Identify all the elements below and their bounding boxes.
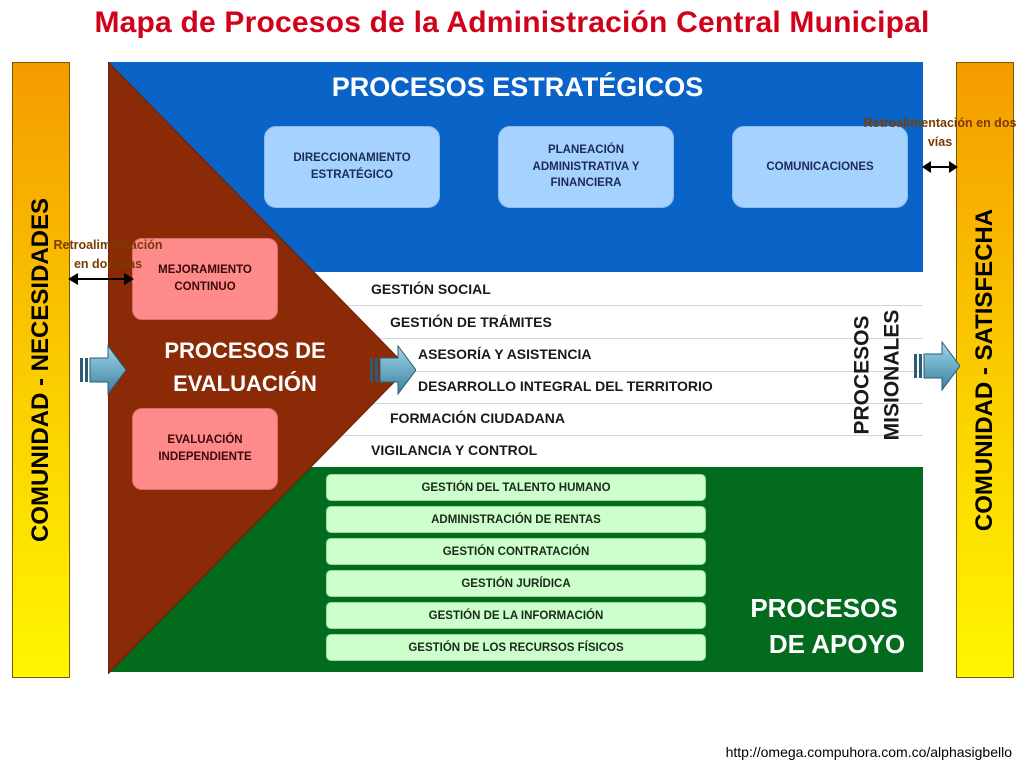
double-arrow-right	[922, 160, 958, 174]
feedback-note-left: Retroalimentación en dos vías	[53, 238, 163, 271]
page-title: Mapa de Procesos de la Administración Central Municipal	[94, 6, 930, 39]
left-community-bar	[12, 62, 70, 678]
missional-item-desarrollo: DESARROLLO INTEGRAL DEL TERRITORIO	[418, 378, 713, 394]
strategic-box-direccionamiento: DIRECCIONAMIENTO ESTRATÉGICO	[264, 126, 440, 208]
evaluation-title-line2: EVALUACIÓN	[173, 371, 317, 396]
support-title	[742, 590, 932, 663]
support-item-juridica: GESTIÓN JURÍDICA	[326, 570, 706, 597]
support-item-contratacion: GESTIÓN CONTRATACIÓN	[326, 538, 706, 565]
missional-item-asesoria: ASESORÍA Y ASISTENCIA	[418, 346, 592, 362]
support-item-rentas: ADMINISTRACIÓN DE RENTAS	[326, 506, 706, 533]
right-community-bar	[956, 62, 1014, 678]
right-community-label: COMUNIDAD - SATISFECHA	[971, 208, 998, 532]
missional-item-formacion: FORMACIÓN CIUDADANA	[390, 410, 565, 426]
left-community-label: COMUNIDAD - NECESIDADES	[27, 197, 54, 543]
evaluation-box-independiente: EVALUACIÓN INDEPENDIENTE	[132, 408, 278, 490]
source-url[interactable]: http://omega.compuhora.com.co/alphasigbello	[725, 744, 1012, 760]
strategic-box-comunicaciones: COMUNICACIONES	[732, 126, 908, 208]
missional-item-vigilancia: VIGILANCIA Y CONTROL	[371, 442, 538, 458]
support-title-line1: PROCESOS	[750, 593, 898, 623]
missional-title-line1: PROCESOS	[850, 315, 874, 435]
strategic-title: PROCESOS ESTRATÉGICOS	[331, 72, 704, 102]
flow-arrow-center	[370, 344, 416, 396]
evaluation-box-mejoramiento: MEJORAMIENTO CONTINUO	[132, 238, 278, 320]
support-item-talento-humano: GESTIÓN DEL TALENTO HUMANO	[326, 474, 706, 501]
support-item-recursos-fisicos: GESTIÓN DE LOS RECURSOS FÍSICOS	[326, 634, 706, 661]
missional-item-gestion-tramites: GESTIÓN DE TRÁMITES	[390, 314, 552, 330]
missional-title-line2: MISIONALES	[881, 309, 904, 441]
support-item-informacion: GESTIÓN DE LA INFORMACIÓN	[326, 602, 706, 629]
evaluation-title-line1: PROCESOS DE	[164, 338, 326, 363]
evaluation-title	[150, 334, 340, 400]
flow-arrow-left	[80, 344, 126, 396]
strategic-box-planeacion: PLANEACIÓN ADMINISTRATIVA Y FINANCIERA	[498, 126, 674, 208]
feedback-note-right: Retroalimentación en dos vías	[863, 116, 1017, 149]
missional-item-gestion-social: GESTIÓN SOCIAL	[371, 281, 491, 297]
flow-arrow-right	[914, 340, 960, 392]
support-title-line2: DE APOYO	[768, 629, 906, 660]
double-arrow-left	[68, 272, 134, 286]
